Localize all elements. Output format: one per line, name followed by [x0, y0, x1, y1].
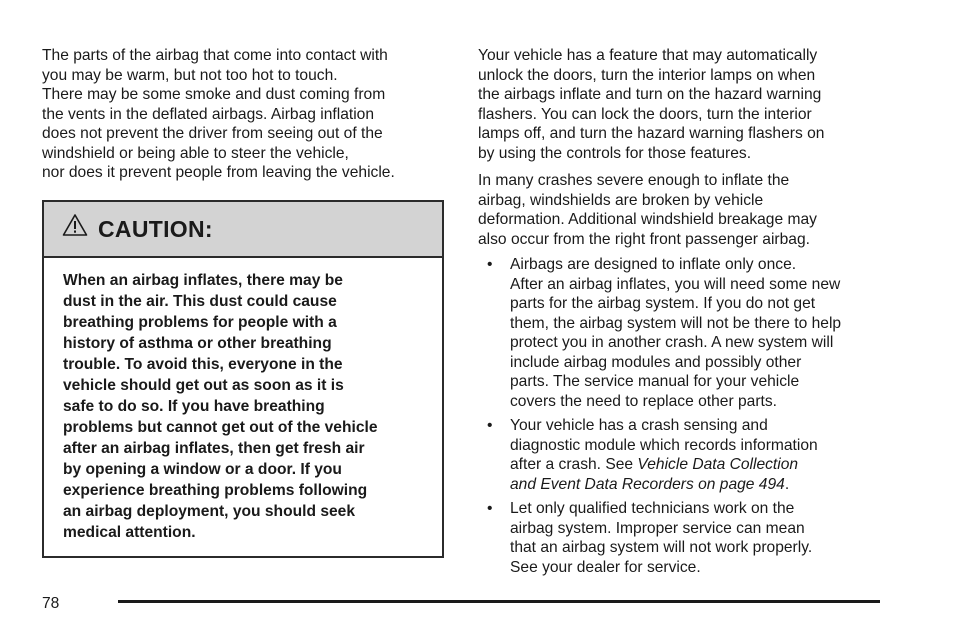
text-line: lamps off, and turn the hazard warning flashers on — [478, 125, 825, 142]
bullet-icon: • — [487, 500, 493, 517]
text-line: flashers. You can lock the doors, turn the interior — [478, 105, 812, 123]
page-number: 78 — [42, 595, 60, 612]
text-line: After an airbag inflates, you will need some new — [510, 275, 841, 293]
text-line: include airbag modules and possibly other — [510, 353, 802, 371]
feature-paragraph — [478, 46, 888, 163]
text-line: covers the need to replace other parts. — [510, 392, 777, 410]
caution-line: When an airbag inflates, there may be — [63, 272, 343, 289]
cross-reference-link: and Event Data Recorders on page 494 — [510, 475, 785, 493]
caution-line: safe to do so. If you have breathing — [63, 398, 325, 415]
list-item — [478, 255, 888, 411]
text-line: the airbags inflate and turn on the hazard warning — [478, 86, 822, 103]
text-line: deformation. Additional windshield breakage may — [478, 211, 817, 228]
list-item — [478, 499, 888, 577]
caution-line: by opening a window or a door. If you — [63, 461, 342, 478]
text-line: the vents in the deflated airbags. Airbag inflation — [42, 105, 375, 123]
text-line: parts. The service manual for your vehicle — [510, 373, 800, 390]
text-line: by using the controls for those features. — [478, 144, 752, 162]
text-line: that an airbag system will not work properly. — [510, 539, 813, 556]
caution-line: history of asthma or other breathing — [63, 335, 332, 352]
caution-line: vehicle should get out as soon as it is — [63, 377, 344, 394]
caution-title: CAUTION: — [98, 215, 213, 242]
bullet-list — [478, 255, 888, 577]
text-line: In many crashes severe enough to inflate the — [478, 172, 790, 189]
text-line: diagnostic module which records information — [510, 436, 818, 454]
text-line: Let only qualified technicians work on the — [510, 500, 795, 517]
text-line: See your dealer for service. — [510, 558, 701, 576]
windshield-paragraph — [478, 171, 888, 249]
text-line: them, the airbag system will not be there to help — [510, 314, 842, 332]
text-line: airbag, windshields are broken by vehicle — [478, 191, 764, 209]
text-line — [510, 455, 888, 475]
bullet-icon: • — [487, 417, 493, 434]
text-line: Airbags are designed to inflate only once. — [510, 256, 797, 273]
caution-line: problems but cannot get out of the vehicle — [63, 419, 378, 436]
bullet-icon: • — [487, 256, 493, 273]
caution-line: breathing problems for people with a — [63, 314, 337, 331]
caution-body — [44, 258, 442, 543]
text-line: The parts of the airbag that come into contact with — [42, 47, 388, 64]
warning-triangle-icon — [62, 217, 98, 242]
footer-divider — [118, 600, 880, 603]
text-line: you may be warm, but not too hot to touch. — [42, 66, 338, 84]
text-line: There may be some smoke and dust coming from — [42, 86, 386, 103]
text-line: does not prevent the driver from seeing out of the — [42, 125, 383, 142]
left-column — [42, 46, 452, 183]
text-line: protect you in another crash. A new system will — [510, 334, 834, 351]
caution-line: trouble. To avoid this, everyone in the — [63, 356, 343, 373]
list-item — [478, 416, 888, 494]
caution-header — [44, 202, 442, 258]
caution-line: dust in the air. This dust could cause — [63, 293, 337, 310]
text-line: also occur from the right front passenger airbag. — [478, 230, 810, 248]
text-line: windshield or being able to steer the vehicle, — [42, 144, 349, 162]
intro-paragraph — [42, 46, 452, 183]
text-line: Your vehicle has a crash sensing and — [510, 417, 768, 434]
cross-reference-link: Vehicle Data Collection — [637, 456, 799, 473]
text-line — [510, 475, 888, 495]
text-fragment: after a crash. See — [510, 456, 638, 473]
text-line: airbag system. Improper service can mean — [510, 519, 805, 537]
caution-line: experience breathing problems following — [63, 482, 368, 499]
text-line: parts for the airbag system. If you do not get — [510, 295, 816, 312]
text-line: Your vehicle has a feature that may automatically — [478, 47, 818, 64]
caution-line: after an airbag inflates, then get fresh air — [63, 440, 365, 457]
text-line: nor does it prevent people from leaving the vehicle. — [42, 164, 395, 181]
text-fragment: . — [784, 475, 790, 493]
right-column — [478, 46, 888, 582]
text-line: unlock the doors, turn the interior lamps on when — [478, 66, 816, 84]
caution-box — [42, 200, 444, 558]
caution-line: medical attention. — [63, 524, 196, 541]
caution-line: an airbag deployment, you should seek — [63, 503, 356, 520]
